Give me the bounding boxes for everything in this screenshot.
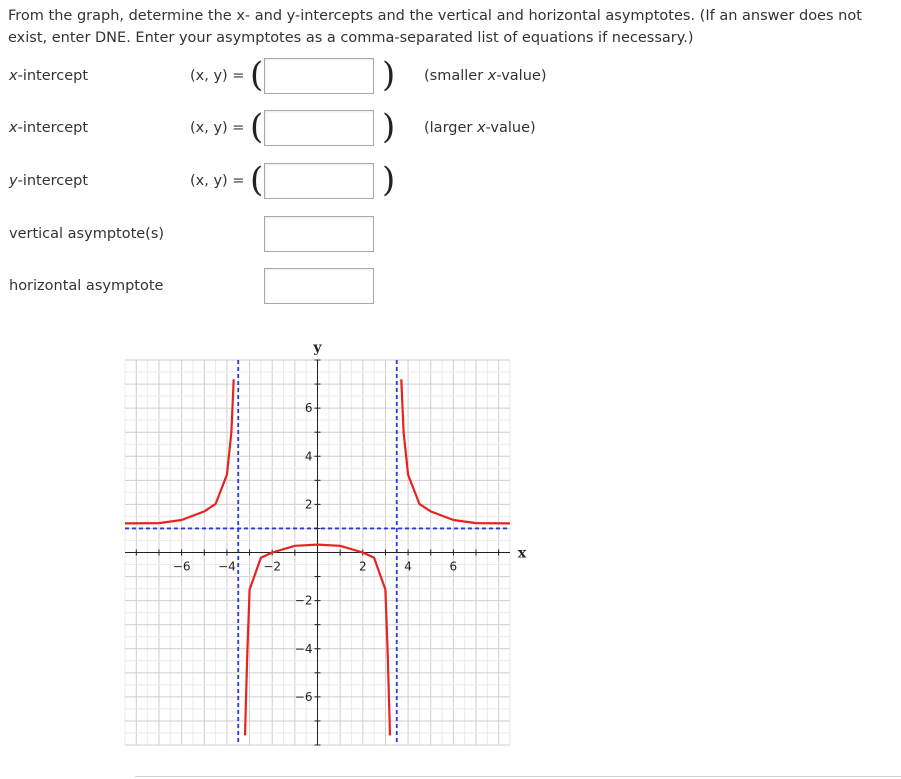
answer-row	[0, 55, 901, 98]
y-tick-label: 4	[304, 449, 313, 464]
answer-label	[9, 120, 88, 136]
variable-name: x	[9, 68, 18, 84]
open-paren: (	[250, 160, 264, 200]
close-paren: )	[382, 160, 396, 200]
y-tick-label: −4	[294, 641, 313, 656]
label-suffix: -intercept	[17, 68, 89, 84]
variable-name: x	[9, 120, 18, 136]
x-tick-label: 2	[358, 559, 367, 574]
answer-row	[0, 216, 901, 256]
x-axis-label: x	[517, 545, 527, 562]
answer-label: horizontal asymptote	[9, 278, 164, 294]
close-paren: )	[382, 55, 396, 95]
answer-row	[0, 268, 901, 308]
answer-input[interactable]	[264, 268, 374, 304]
answer-note	[424, 120, 536, 136]
axes	[125, 360, 510, 745]
note-prefix: (larger	[424, 120, 477, 136]
curve-right-branch	[401, 379, 510, 523]
y-tick-label: −2	[294, 593, 313, 608]
x-tick-label: −4	[218, 559, 236, 574]
x-tick-label: 4	[404, 559, 412, 574]
footer-divider	[135, 776, 901, 777]
open-paren: (	[250, 107, 264, 147]
y-tick-label: 6	[304, 401, 313, 416]
note-suffix: -value)	[485, 120, 536, 136]
curve-left-branch	[125, 379, 234, 523]
coordinate-prefix: (x, y) =	[190, 68, 245, 84]
answer-input[interactable]	[264, 216, 374, 252]
coordinate-prefix: (x, y) =	[190, 173, 245, 189]
answer-input[interactable]	[264, 110, 374, 146]
y-tick-label: −6	[294, 689, 313, 704]
answer-input[interactable]	[264, 163, 374, 199]
variable-name: y	[9, 173, 18, 189]
answer-row	[0, 107, 901, 150]
label-suffix: -intercept	[17, 173, 89, 189]
note-variable: x	[476, 120, 486, 136]
answer-label	[9, 173, 88, 189]
y-axis-label: y	[313, 340, 322, 356]
graph	[110, 335, 530, 755]
y-tick-label: 2	[304, 497, 313, 512]
note-suffix: -value)	[496, 68, 547, 84]
x-tick-label: −2	[263, 559, 282, 574]
answer-label: vertical asymptote(s)	[9, 226, 165, 242]
open-paren: (	[250, 55, 264, 95]
answer-input[interactable]	[264, 58, 374, 94]
close-paren: )	[382, 107, 396, 147]
answer-note	[424, 68, 546, 84]
label-suffix: -intercept	[17, 120, 89, 136]
note-prefix: (smaller	[424, 68, 488, 84]
question-text: From the graph, determine the x- and y-intercepts and the vertical and horizontal asymptotes. (If an answer does not exist, enter DNE. Enter your asymptotes as a comma-separated list of equations if necessary.)	[8, 8, 862, 46]
answer-label	[9, 68, 88, 84]
answer-row	[0, 160, 901, 203]
x-tick-label: −6	[172, 559, 191, 574]
note-variable: x	[487, 68, 497, 84]
coordinate-prefix: (x, y) =	[190, 120, 245, 136]
x-tick-label: 6	[449, 559, 458, 574]
